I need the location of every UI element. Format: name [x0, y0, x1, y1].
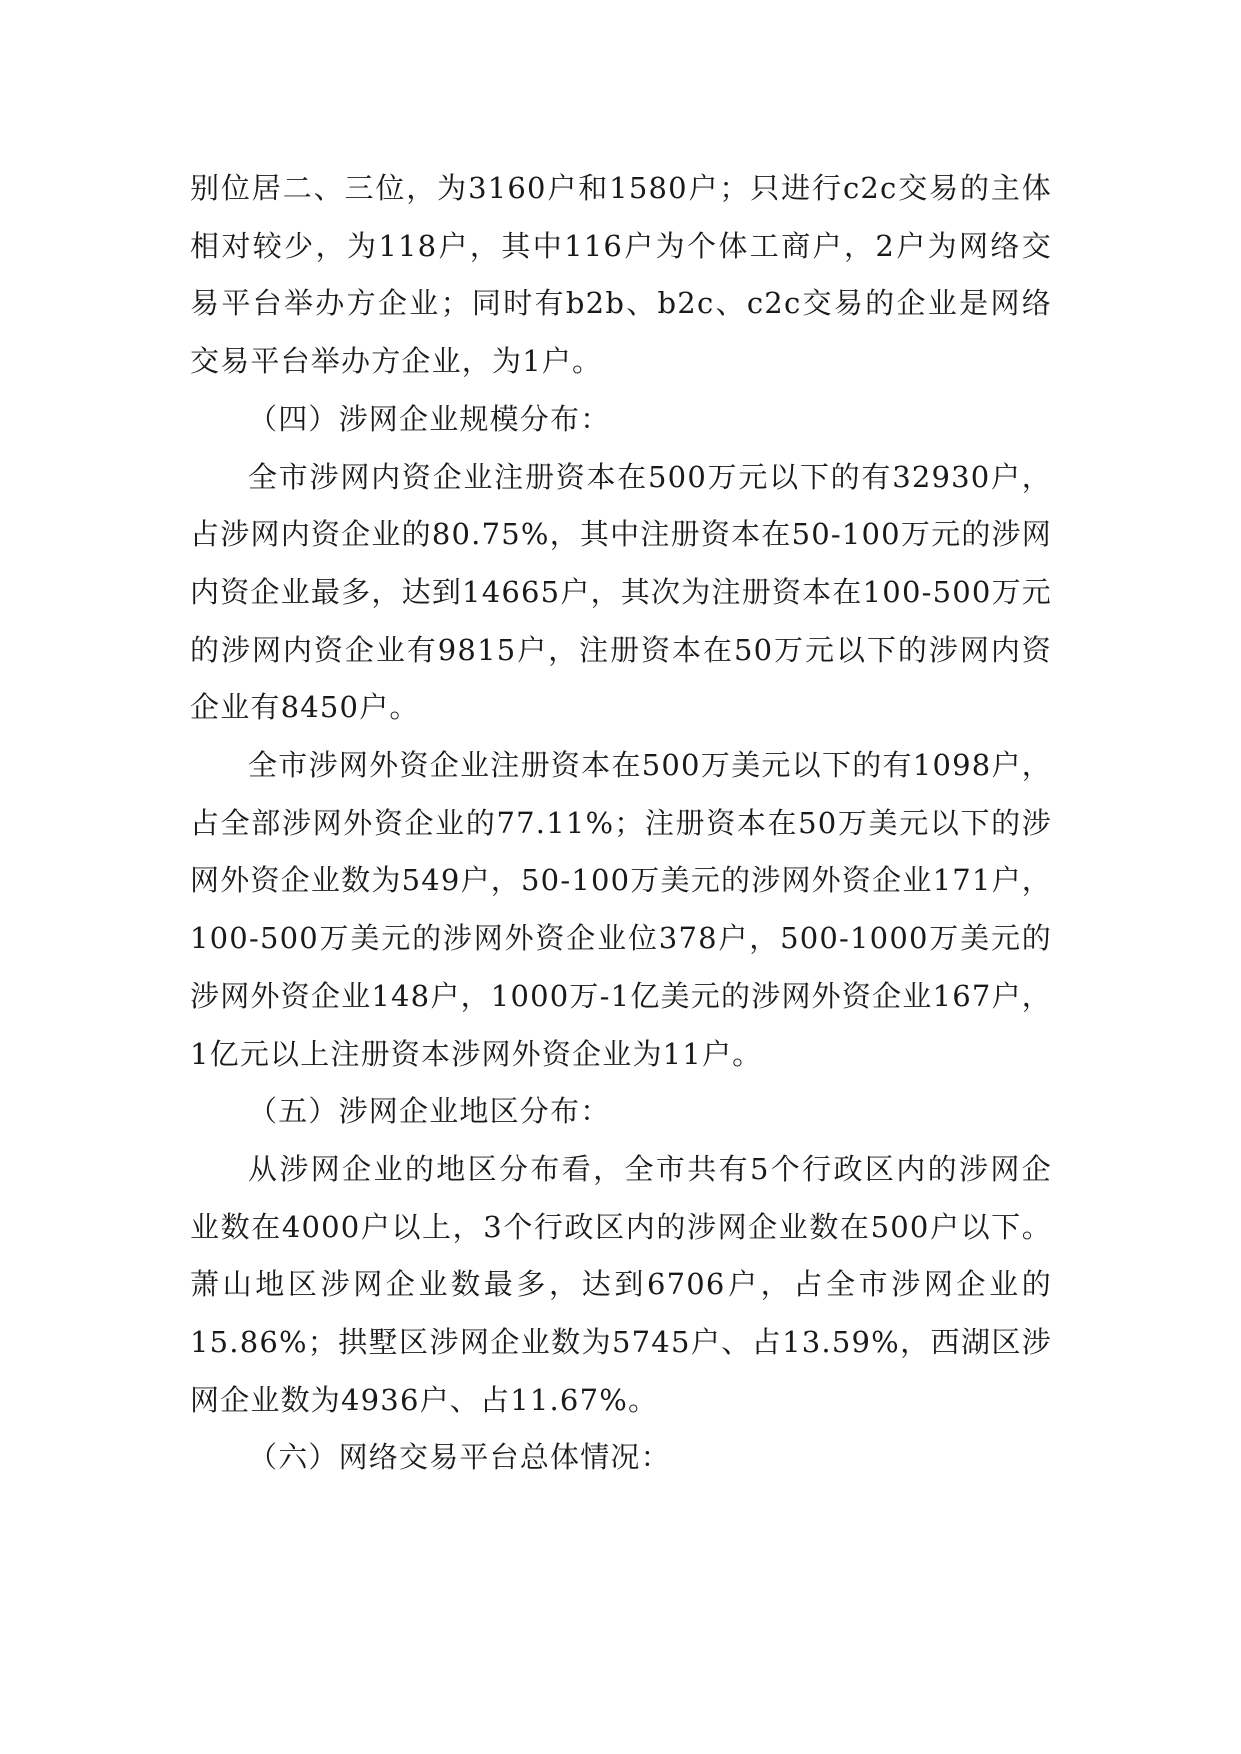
paragraph-continuation: 别位居二、三位，为3160户和1580户；只进行c2c交易的主体相对较少，为118户，其中116户为个体工商户，2户为网络交易平台举办方企业；同时有b2b、b2c、c2c交易的企业是网络交易平台举办方企业，为1户。	[190, 171, 1052, 379]
paragraph-foreign-capital: 全市涉网外资企业注册资本在500万美元以下的有1098户，占全部涉网外资企业的77.11%；注册资本在50万美元以下的涉网外资企业数为549户，50-100万美元的涉网外资企业171户，100-500万美元的涉网外资企业位378户，500-1000万美元的涉网外资企业148户，1000万-1亿美元的涉网外资企业167户，1亿元以上注册资本涉网外资企业为11户。	[190, 748, 1052, 1071]
document-page	[190, 160, 1052, 1487]
section-heading-scale: （四）涉网企业规模分布：	[248, 401, 611, 436]
section-heading-region: （五）涉网企业地区分布：	[248, 1094, 611, 1129]
paragraph-domestic-capital: 全市涉网内资企业注册资本在500万元以下的有32930户，占涉网内资企业的80.75%，其中注册资本在50-100万元的涉网内资企业最多，达到14665户，其次为注册资本在100-500万元的涉网内资企业有9815户，注册资本在50万元以下的涉网内资企业有8450户。	[190, 459, 1052, 725]
section-heading-platform: （六）网络交易平台总体情况：	[248, 1440, 671, 1475]
paragraph-region-distribution: 从涉网企业的地区分布看，全市共有5个行政区内的涉网企业数在4000户以上，3个行政区内的涉网企业数在500户以下。萧山地区涉网企业数最多，达到6706户，占全市涉网企业的15.86%；拱墅区涉网企业数为5745户、占13.59%，西湖区涉网企业数为4936户、占11.67%。	[190, 1151, 1052, 1417]
